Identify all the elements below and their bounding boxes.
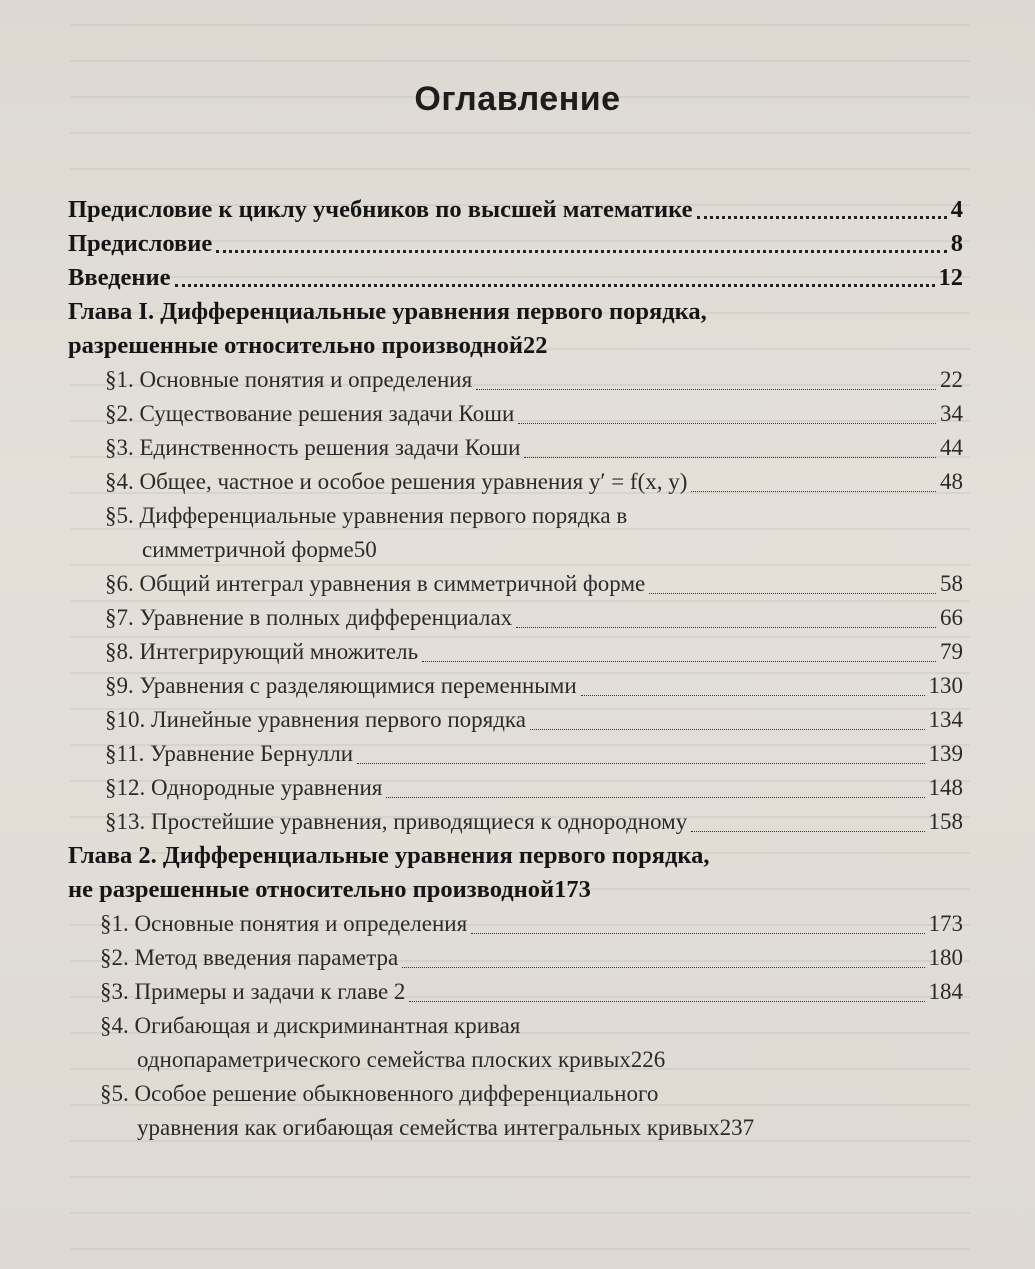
toc-section — [68, 975, 963, 1009]
toc-entry-page: 66 — [940, 605, 963, 630]
toc-entry-page: 173 — [554, 876, 591, 903]
toc-section — [68, 635, 963, 669]
toc-entry-page: 173 — [928, 911, 963, 936]
toc-section — [68, 703, 963, 737]
dot-leader — [518, 423, 936, 424]
toc-entry-page: 12 — [938, 264, 963, 291]
toc-section — [68, 397, 963, 431]
toc-entry-title-line1: §5. Дифференциальные уравнения первого порядка в — [105, 503, 628, 528]
toc-section — [68, 601, 963, 635]
dot-leader — [691, 491, 936, 492]
toc-section — [68, 431, 963, 465]
dot-leader — [386, 797, 924, 798]
toc-section — [68, 907, 963, 941]
dot-leader — [530, 729, 925, 730]
toc-chapter-2 — [68, 839, 963, 907]
toc-entry-title: §11. Уравнение Бернулли — [105, 741, 354, 766]
toc-entry-title-line2: разрешенные относительно производной — [68, 332, 523, 359]
toc-section — [68, 941, 963, 975]
dot-leader — [175, 284, 935, 287]
toc-entry-title: §2. Существование решения задачи Коши — [105, 401, 515, 426]
toc-section — [68, 805, 963, 839]
toc-entry-preface-series — [68, 193, 963, 227]
table-of-contents — [68, 193, 963, 1145]
dot-leader — [581, 695, 925, 696]
toc-section — [68, 1077, 963, 1145]
toc-section — [68, 363, 963, 397]
toc-entry-title: §3. Единственность решения задачи Коши — [105, 435, 521, 460]
toc-entry-page: 130 — [928, 673, 963, 698]
toc-entry-title: §4. Общее, частное и особое решения уравнения y′ = f(x, y) — [105, 469, 688, 494]
toc-section — [68, 771, 963, 805]
toc-entry-title: Введение — [68, 264, 171, 291]
toc-entry-title-line2: однопараметрического семейства плоских кривых — [137, 1047, 631, 1072]
dot-leader — [409, 1001, 924, 1002]
toc-entry-title: §9. Уравнения с разделяющимися переменными — [105, 673, 577, 698]
toc-entry-title-line2: симметричной форме — [142, 537, 354, 562]
toc-entry-page: 134 — [928, 707, 963, 732]
toc-section — [68, 1009, 963, 1077]
toc-entry-title-line2: уравнения как огибающая семейства интегральных кривых — [137, 1115, 720, 1140]
toc-entry-title: §8. Интегрирующий множитель — [105, 639, 419, 664]
toc-entry-title: Предисловие к циклу учебников по высшей математике — [68, 196, 693, 223]
toc-entry-title: §12. Однородные уравнения — [105, 775, 383, 800]
dot-leader — [476, 389, 936, 390]
toc-entry-page: 237 — [719, 1115, 755, 1140]
toc-entry-page: 148 — [928, 775, 963, 800]
toc-section — [68, 499, 963, 567]
toc-entry-page: 48 — [940, 469, 963, 494]
toc-entry-title: §2. Метод введения параметра — [100, 945, 399, 970]
toc-entry-title: §1. Основные понятия и определения — [100, 911, 468, 936]
dot-leader — [524, 457, 936, 458]
toc-entry-page: 22 — [940, 367, 963, 392]
toc-section — [68, 465, 963, 499]
toc-entry-page: 139 — [928, 741, 963, 766]
toc-entry-introduction — [68, 261, 963, 295]
toc-entry-title: §1. Основные понятия и определения — [105, 367, 473, 392]
toc-entry-title: §6. Общий интеграл уравнения в симметричной форме — [105, 571, 646, 596]
toc-entry-page: 8 — [950, 230, 963, 257]
dot-leader — [471, 933, 924, 934]
toc-entry-title-line1: §5. Особое решение обыкновенного дифференциального — [100, 1081, 659, 1106]
dot-leader — [516, 627, 936, 628]
toc-entry-title: Предисловие — [68, 230, 213, 257]
toc-entry-page: 184 — [928, 979, 963, 1004]
toc-entry-page: 50 — [353, 537, 377, 562]
toc-entry-title: §10. Линейные уравнения первого порядка — [105, 707, 526, 732]
toc-entry-preface — [68, 227, 963, 261]
dot-leader — [649, 593, 936, 594]
toc-entry-title: §13. Простейшие уравнения, приводящиеся к однородному — [105, 809, 688, 834]
toc-entry-page: 4 — [950, 196, 963, 223]
dot-leader — [216, 250, 947, 253]
toc-entry-title: §7. Уравнение в полных дифференциалах — [105, 605, 513, 630]
dot-leader — [691, 831, 924, 832]
toc-section — [68, 669, 963, 703]
dot-leader — [422, 661, 936, 662]
toc-chapter-1 — [68, 295, 963, 363]
toc-entry-page: 44 — [940, 435, 963, 460]
toc-entry-page: 158 — [928, 809, 963, 834]
toc-entry-page: 34 — [940, 401, 963, 426]
toc-entry-title: §3. Примеры и задачи к главе 2 — [100, 979, 406, 1004]
toc-entry-title-line1: §4. Огибающая и дискриминантная кривая — [100, 1013, 521, 1038]
toc-entry-page: 22 — [523, 332, 548, 359]
toc-entry-page: 180 — [928, 945, 963, 970]
toc-entry-page: 79 — [940, 639, 963, 664]
page-title: Оглавление — [414, 80, 621, 118]
toc-entry-title-line2: не разрешенные относительно производной — [68, 876, 555, 903]
toc-section — [68, 737, 963, 771]
toc-section — [68, 567, 963, 601]
dot-leader — [402, 967, 924, 968]
toc-entry-title-line1: Глава I. Дифференциальные уравнения первого порядка, — [68, 298, 707, 325]
dot-leader — [697, 216, 947, 219]
toc-entry-title-line1: Глава 2. Дифференциальные уравнения первого порядка, — [68, 842, 710, 869]
toc-entry-page: 58 — [940, 571, 963, 596]
toc-entry-page: 226 — [630, 1047, 666, 1072]
dot-leader — [357, 763, 924, 764]
